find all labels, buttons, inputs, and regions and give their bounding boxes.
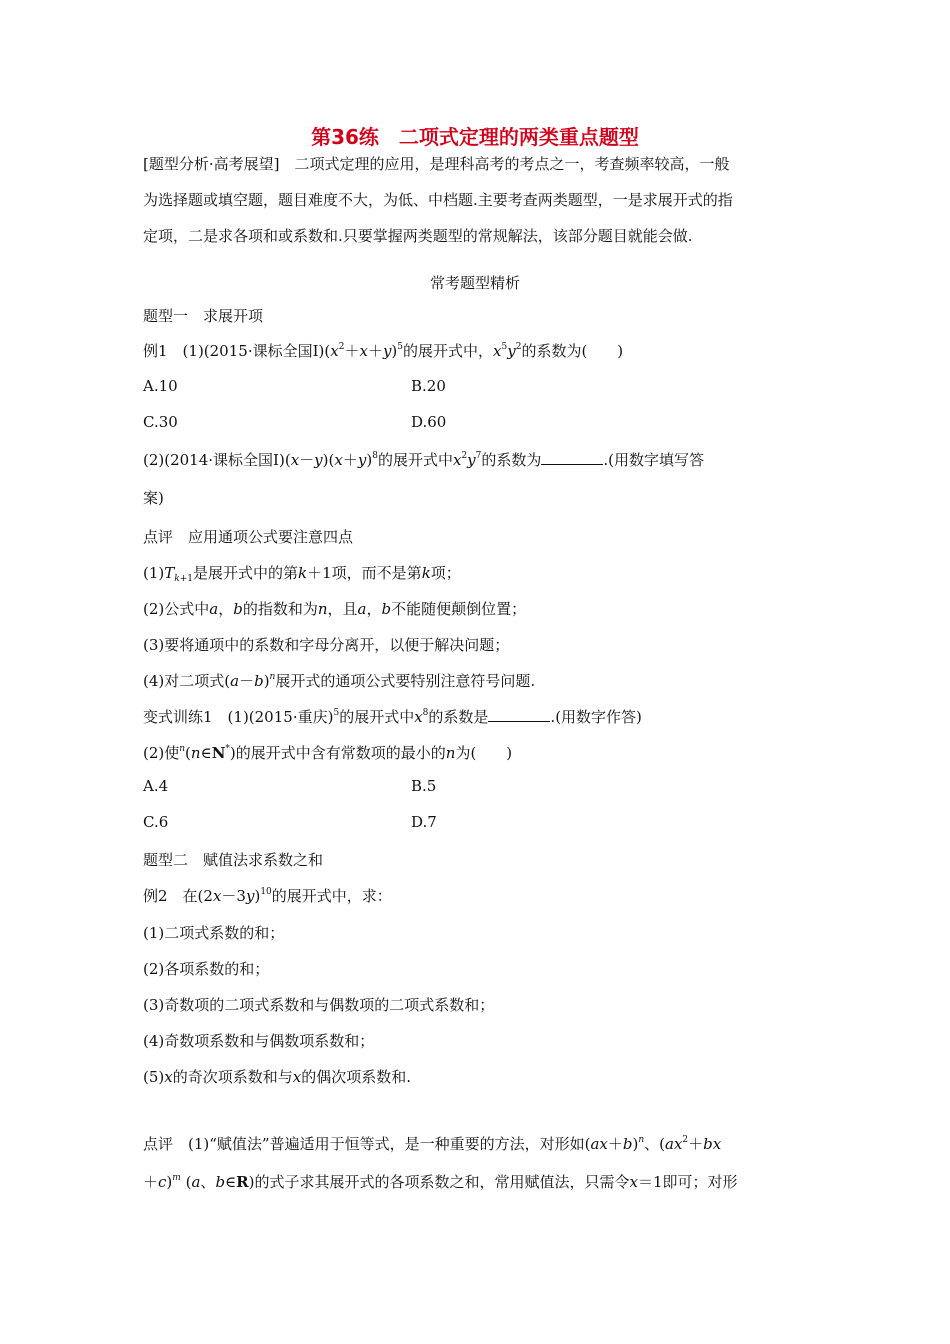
answer-blank[interactable] — [488, 707, 550, 722]
ex1-option-c: C.30 — [143, 413, 178, 431]
var-option-c: C.6 — [143, 813, 169, 831]
example2-item-2: (2)各项系数的和； — [143, 960, 270, 978]
ex1-option-d: D.60 — [411, 413, 447, 431]
example1-question: 例1 (1)(2015·课标全国$Ⅰ)(x^2+x+y)^5$的展开式中，$x^5y^2$的系数为( ) — [143, 342, 624, 360]
example2-item-1: (1)二项式系数的和； — [143, 924, 285, 942]
variation1-question: 变式训练1 (1)(2015·重庆)$^5$的展开式中$x^8$的系数是 .(用数字作答) — [143, 708, 642, 726]
variation1-part2: (2)使$^n$(n∈N*)的展开式中含有常数项的最小的n为( ) — [143, 744, 513, 762]
comment1-point-3: (3)要将通项中的系数和字母分离开，以便于解决问题； — [143, 636, 510, 654]
comment1-heading: 点评 应用通项公式要注意四点 — [143, 528, 354, 546]
page-title: 第36练 二项式定理的两类重点题型 — [311, 125, 639, 149]
var-option-d: D.7 — [411, 813, 437, 831]
comment1-point-4: (4)对二项式$(a-b)^n$展开式的通项公式要特别注意符号问题. — [143, 672, 536, 690]
example1-part2-continued: 案) — [143, 489, 164, 507]
type2-heading: 题型二 赋值法求系数之和 — [143, 851, 324, 869]
comment2-line-1: 点评 (1)“赋值法”普遍适用于恒等式，是一种重要的方法，对形如$(ax+b)^n$、($ax^2+bx$ — [143, 1135, 722, 1153]
section-heading: 常考题型精析 — [429, 274, 520, 292]
type1-heading: 题型一 求展开项 — [143, 307, 264, 325]
example1-part2: (2)(2014·课标全国$Ⅰ)(x-y)(x+y)^8$的展开式中$x^2y^7$的系数为 .(用数字填写答 — [143, 451, 705, 469]
var-option-a: A.4 — [143, 777, 169, 795]
comment2-line-2: ＋c)$^m$ (a、b∈R)的式子求其展开式的各项系数之和，常用赋值法，只需令x＝1即可；对形 — [143, 1173, 738, 1191]
var-option-b: B.5 — [411, 777, 437, 795]
intro-line-2: 为选择题或填空题，题目难度不大，为低、中档题.主要考查两类题型，一是求展开式的指 — [143, 191, 733, 209]
comment1-point-1: $(1)T_{k+1}$是展开式中的第k＋1项，而不是第k项； — [143, 564, 461, 584]
ex1-option-b: B.20 — [411, 377, 446, 395]
example2-item-5: (5)x的奇次项系数和与x的偶次项系数和. — [143, 1068, 411, 1086]
answer-blank[interactable] — [541, 450, 603, 465]
intro-line-1: [题型分析·高考展望] 二项式定理的应用，是理科高考的考点之一，考查频率较高，一般 — [143, 155, 730, 173]
intro-line-3: 定项，二是求各项和或系数和.只要掌握两类题型的常规解法，该部分题目就能会做. — [143, 227, 693, 245]
ex1-option-a: A.10 — [143, 377, 178, 395]
comment1-point-2: (2)公式中a，b的指数和为n，且a，b不能随便颠倒位置； — [143, 600, 527, 618]
example2-item-4: (4)奇数项系数和与偶数项系数和； — [143, 1032, 375, 1050]
example2-question: 例2 在$(2x-3y)^{10}$的展开式中，求： — [143, 887, 392, 905]
example2-item-3: (3)奇数项的二项式系数和与偶数项的二项式系数和； — [143, 996, 495, 1014]
